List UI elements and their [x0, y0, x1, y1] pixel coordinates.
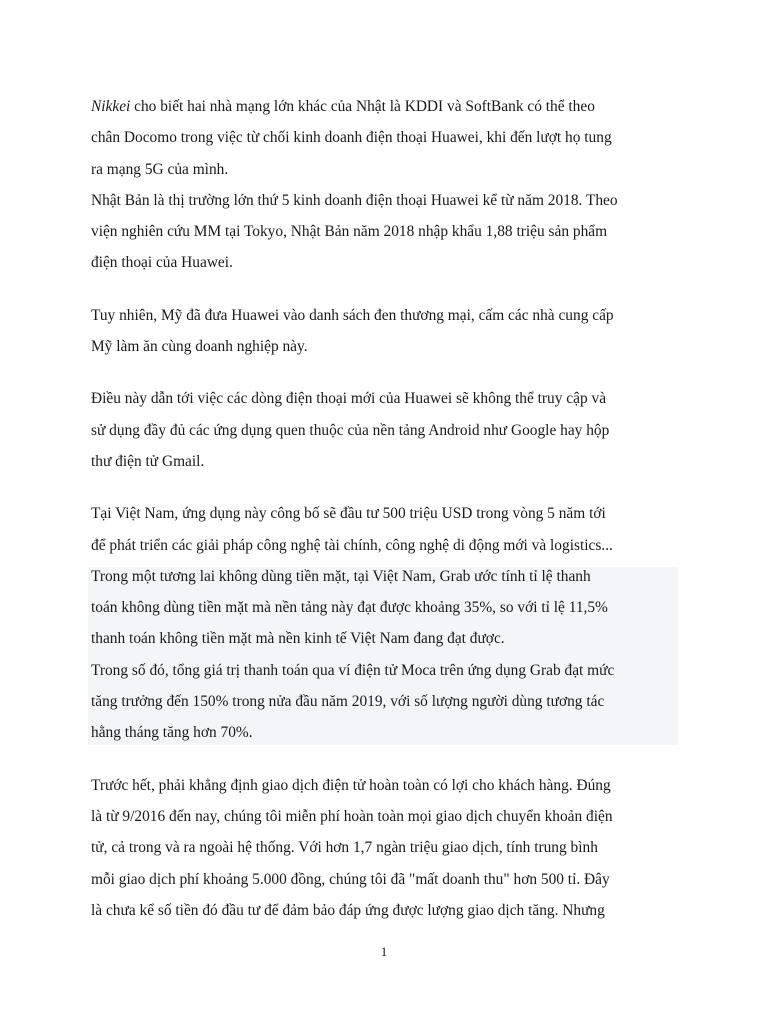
text-line: hằng tháng tăng hơn 70%.	[91, 724, 253, 742]
text-line: toán không dùng tiền mặt mà nền tảng này đạt được khoảng 35%, so với tỉ lệ 11,5%	[91, 599, 608, 617]
text-line: mỗi giao dịch phí khoảng 5.000 đồng, chúng tôi đã "mất doanh thu" hơn 500 tỉ. Đây	[91, 870, 610, 888]
paragraph-nikkei-report	[91, 91, 691, 185]
paragraph-cashless-payment	[91, 561, 691, 655]
paragraph-us-blacklist	[91, 300, 691, 363]
text-line: thanh toán không tiền mặt mà nền kinh tế Việt Nam đang đạt được.	[91, 630, 505, 648]
text-line: Nhật Bản là thị trường lớn thứ 5 kinh doanh điện thoại Huawei kể từ năm 2018. Theo	[91, 191, 618, 209]
text-line: là chưa kể số tiền đó đầu tư để đảm bảo đáp ứng được lượng giao dịch tăng. Nhưng	[91, 901, 605, 919]
text-line: Tại Việt Nam, ứng dụng này công bố sẽ đầu tư 500 triệu USD trong vòng 5 năm tới	[91, 505, 606, 523]
paragraph-gap	[91, 749, 691, 770]
paragraph-gap	[91, 279, 691, 300]
text-line: ra mạng 5G của mình.	[91, 160, 229, 178]
document-body	[91, 91, 691, 926]
paragraph-android-apps	[91, 383, 691, 477]
paragraph-gap	[91, 362, 691, 383]
text-line: để phát triển các giải pháp công nghệ tài chính, công nghệ di động mới và logistics...	[91, 536, 613, 554]
text-line: điện thoại của Huawei.	[91, 254, 233, 272]
text-line: Tuy nhiên, Mỹ đã đưa Huawei vào danh sách đen thương mại, cấm các nhà cung cấp	[91, 306, 614, 324]
paragraph-moca-wallet	[91, 655, 691, 749]
text-line: Trong số đó, tổng giá trị thanh toán qua ví điện tử Moca trên ứng dụng Grab đạt mức	[91, 661, 615, 679]
paragraph-electronic-transactions	[91, 770, 691, 926]
text-line: Nikkei cho biết hai nhà mạng lớn khác của Nhật là KDDI và SoftBank có thể theo	[91, 98, 595, 115]
paragraph-gap	[91, 477, 691, 498]
paragraph-japan-market	[91, 185, 691, 279]
page-number: 1	[380, 944, 388, 959]
text-line: tăng trưởng đến 150% trong nửa đầu năm 2019, với số lượng người dùng tương tác	[91, 693, 605, 711]
text-line: viện nghiên cứu MM tại Tokyo, Nhật Bản năm 2018 nhập khẩu 1,88 triệu sản phẩm	[91, 223, 608, 241]
text-line: sử dụng đầy đủ các ứng dụng quen thuộc của nền tảng Android như Google hay hộp	[91, 421, 610, 439]
text-line: Điều này dẫn tới việc các dòng điện thoại mới của Huawei sẽ không thể truy cập và	[91, 390, 607, 408]
text-line: Trước hết, phải khẳng định giao dịch điện tử hoàn toàn có lợi cho khách hàng. Đúng	[91, 776, 611, 794]
text-line: Mỹ làm ăn cùng doanh nghiệp này.	[91, 338, 308, 356]
text-line: là từ 9/2016 đến nay, chúng tôi miễn phí hoàn toàn mọi giao dịch chuyển khoản điện	[91, 807, 613, 825]
text-line: thư điện tử Gmail.	[91, 452, 205, 470]
text-line: tử, cả trong và ra ngoài hệ thống. Với hơn 1,7 ngàn triệu giao dịch, tính trung bình	[91, 839, 598, 857]
paragraph-vietnam-investment	[91, 498, 691, 561]
text-line: Trong một tương lai không dùng tiền mặt, tại Việt Nam, Grab ước tính tỉ lệ thanh	[91, 567, 591, 585]
source-name: Nikkei	[91, 98, 131, 115]
text-line: chân Docomo trong việc từ chối kinh doanh điện thoại Huawei, khi đến lượt họ tung	[91, 129, 612, 147]
